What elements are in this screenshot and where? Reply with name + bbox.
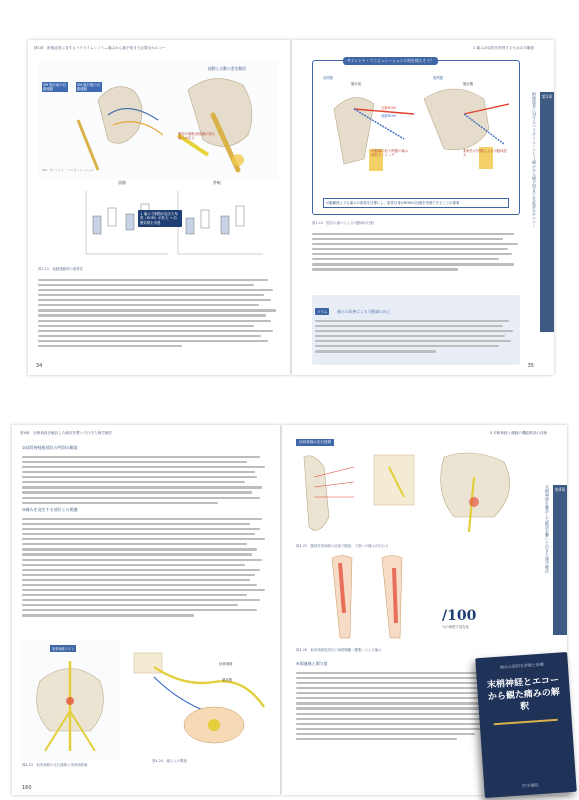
- spread-bottom-left-page: [12, 425, 280, 795]
- fig6-caption: 図4-26 仙骨神経根部位の神経鞘腫（嚢胞）による痛み: [296, 648, 382, 652]
- chart-heading-abduction: 外転: [213, 180, 221, 185]
- pelvis-figure: [20, 641, 120, 761]
- legs-illustration: [312, 553, 422, 643]
- sm-abbrev-caption: SM：サイレント・マニピュレーション: [42, 168, 95, 172]
- fig3-caption: 図4-23 仙骨神経の走行経路と坐骨神経痛: [22, 763, 88, 767]
- label-shoulder: 肩関節: [323, 76, 334, 80]
- section-heading-3: ④関連痛と関与度: [296, 661, 328, 666]
- vertical-chapter-title-4: 末梢神経を触診した細部を繋いで行きた理学療法: [545, 485, 550, 573]
- top-label-passive-active: 他動と自動の差を解消: [208, 66, 246, 71]
- nerve-diagram: [124, 647, 274, 755]
- legs-figure: [312, 553, 422, 643]
- bottom-left-page-number: 160: [22, 785, 32, 791]
- big-stat: [442, 605, 532, 629]
- nerve-label-piriformis: 梨状筋: [222, 678, 233, 682]
- chapter-tab-4-label: 第4章: [554, 487, 566, 492]
- big-stat-number: /100: [442, 608, 477, 624]
- spread-top-right-page: [292, 40, 554, 375]
- sm-before-label: SM 施行前の自動運動: [43, 83, 67, 91]
- chart-callout-box: ↓ 痛みで制限が起きた角度（ROM）が拡大 → 治療効果を実感: [138, 210, 182, 227]
- shoulder-figure: [38, 60, 278, 180]
- section-heading-2: ③痛みを発生する部位との関連: [22, 507, 78, 512]
- label-before: 施行前: [351, 82, 362, 86]
- pelvis-illustration: [20, 641, 120, 761]
- label-hip: 股関節: [433, 76, 444, 80]
- label-passive-rom: 他動ROM: [381, 114, 396, 118]
- section-heading-1: ②仙骨神経根部位の判別の解説: [22, 445, 78, 450]
- nerve-diagram-svg: [124, 647, 274, 755]
- joint-illustration: [314, 69, 520, 179]
- bottom-left-body-2: [22, 515, 267, 619]
- sacral-figure-title: 仙骨神経の走行経路: [296, 439, 334, 446]
- spread-top-left-page: [28, 40, 290, 375]
- fig1-caption: 図1-11 他動運動時の重要性: [38, 267, 83, 271]
- sm-after-label: SM 施行後の自動運動: [77, 83, 101, 91]
- figure-title-pill: サイレント・マニピュレーションに何を使えそう？: [343, 57, 438, 65]
- chapter-tab-1: [540, 92, 554, 332]
- silent-manipulation-figure: [312, 60, 520, 215]
- book-cover[interactable]: [475, 652, 577, 798]
- bottom-left-header: 第4章 末梢神経を触診した細部を繋いで行きた理学療法: [20, 431, 113, 435]
- right-body-text: [312, 230, 520, 274]
- bottom-left-body-1: [22, 453, 267, 507]
- left-body-text: [38, 276, 278, 350]
- vertical-chapter-title-1: 術後患者に対するパラダイムシフト―痛みから痛予知までを必要なかエコー: [532, 92, 537, 228]
- chapter-tab-label: 第1章: [541, 94, 553, 99]
- book-title: 末梢神経とエコーから観た痛みの解釈: [486, 675, 561, 713]
- callout-b: 柔軟性の回復による可動域拡大: [463, 149, 508, 158]
- rom-boxplot-figure: [78, 180, 268, 260]
- big-stat-caption: ％の頻度で局在化: [442, 625, 470, 629]
- fig5-caption: 図4-25 腰部坐骨神経の絞扼で殿部，下肢への痛みが伝わる: [296, 544, 389, 548]
- fig2-caption: 図1-12 肢位の違いによる可動域の比較: [312, 221, 374, 225]
- nerve-label-sacral: 仙骨神経: [219, 662, 233, 666]
- column-box: [312, 295, 520, 365]
- callout-a: 可動域の低下関節の痛み部位ストレッチ: [371, 149, 409, 158]
- chapter-tab-4: [553, 485, 567, 635]
- right-page-number: 35: [527, 363, 534, 369]
- left-page-header: 第1章 術後患者に対するバラダイムシフト―痛みから痛予知まで必要なかエコー: [34, 46, 166, 50]
- book-publisher: 医学書院: [522, 782, 539, 789]
- chart-heading-flexion: 屈曲: [118, 180, 126, 185]
- label-active-rom: 自動ROM: [381, 106, 396, 110]
- figure-footer-box: 可動範囲よりも痛みの改善を目標にし、患者自身がROMの回復を実感できることが重要: [323, 198, 509, 208]
- spine-figures-row: [294, 447, 544, 542]
- pain-tissue-label: 腰部の痛軟部組織が誘る痛みが出る: [178, 132, 216, 141]
- left-page-number: 34: [36, 363, 43, 369]
- column-tag: コラム: [317, 310, 328, 314]
- column-subtitle: 痛みの改善による可動域の向上: [337, 309, 391, 314]
- right-page-header: 2 痛みの原因を判別するための手順術: [473, 46, 534, 50]
- fig4-caption: 図4-24 痛みとの関連: [152, 759, 187, 763]
- shoulder-illustration: [38, 60, 278, 180]
- bottom-right-header: 3 末梢神経と運動の機能障害の評価: [489, 431, 547, 435]
- spine-figures-svg: [294, 447, 544, 542]
- label-after: 施行後: [463, 82, 474, 86]
- book-subtitle: 痛みの原因を評価と治療: [499, 661, 544, 670]
- pelvis-test-label: 坐骨神経テスト: [52, 647, 75, 651]
